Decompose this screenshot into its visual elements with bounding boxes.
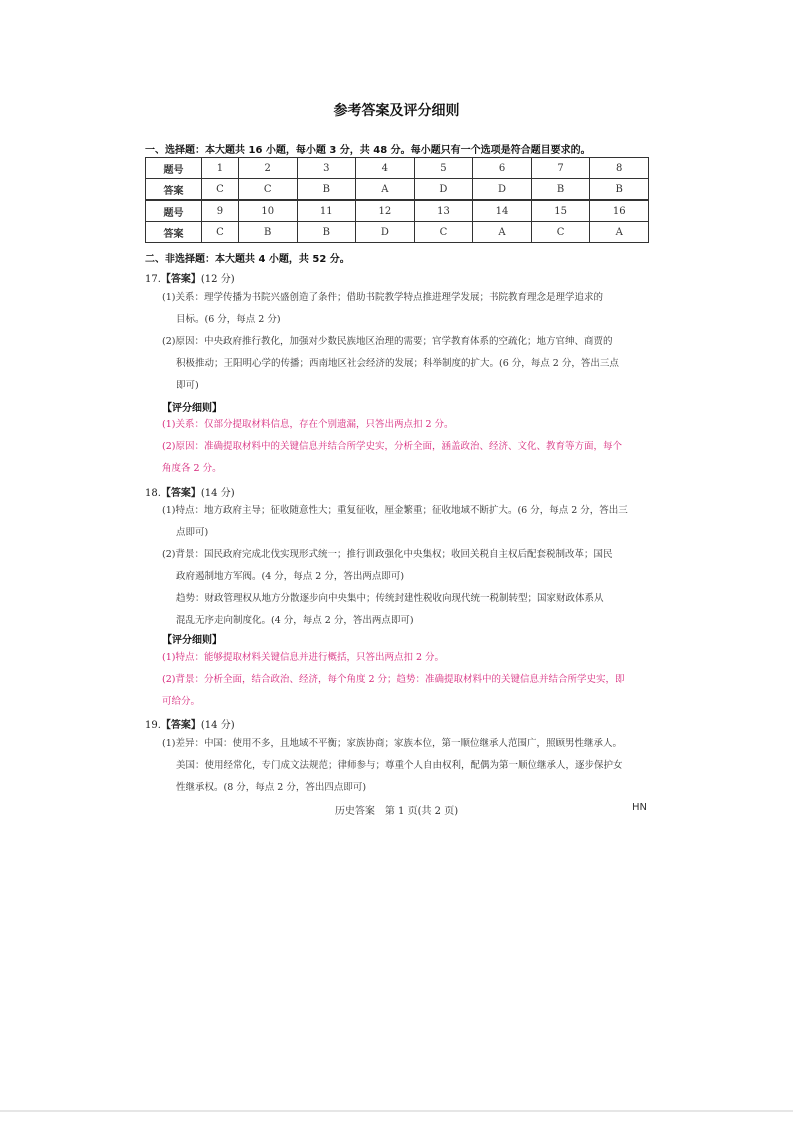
answer-cell: A <box>473 222 532 243</box>
answer-line: 趋势：财政管理权从地方分散逐步向中央集中；传统封建性税收向现代统一税制转型；国家财政体系从 <box>176 593 604 604</box>
page-number: 历史答案 第 1 页(共 2 页) <box>334 806 459 817</box>
question-score: (14 分) <box>200 488 235 499</box>
question-number: 3 <box>297 158 356 179</box>
scan-edge-divider <box>0 1110 793 1112</box>
answer-line: (1)差异：中国：使用不多，且地域不平衡；家族协商；家族本位，第一顺位继承人范围广，照顾男性继承人。 <box>162 738 622 749</box>
answer-tag: 【答案】 <box>160 274 201 285</box>
answer-line: (2)原因：中央政府推行教化，加强对少数民族地区治理的需要；官学教育体系的空疏化；地方官绅、商贾的 <box>162 336 613 347</box>
row-label-number: 题号 <box>146 158 202 179</box>
scoring-line: 角度各 2 分。 <box>162 463 222 474</box>
question-number: 8 <box>590 158 649 179</box>
row-label-number: 题号 <box>146 200 202 222</box>
scoring-line: 可给分。 <box>162 696 201 707</box>
answer-cell: D <box>356 222 415 243</box>
row-label-answer: 答案 <box>146 222 202 243</box>
question-number: 11 <box>297 200 356 222</box>
answer-cell: C <box>531 222 590 243</box>
question-number: 9 <box>202 200 239 222</box>
question-18-scoring <box>162 647 650 713</box>
answer-cell: B <box>531 179 590 201</box>
answer-line: (1)关系：理学传播为书院兴盛创造了条件；借助书院教学特点推进理学发展；书院教育理念是理学追求的 <box>162 292 603 303</box>
question-number: 16 <box>590 200 649 222</box>
answer-tag: 【答案】 <box>160 488 201 499</box>
answer-line: (2)背景：国民政府完成北伐实现形式统一；推行训政强化中央集权；收回关税自主权后配套税制改革；国民 <box>162 549 613 560</box>
question-number: 4 <box>356 158 415 179</box>
question-number: 14 <box>473 200 532 222</box>
table-row <box>146 179 649 201</box>
answer-line: 积极推动；王阳明心学的传播；西南地区社会经济的发展；科举制度的扩大。(6 分，每点 2 分，答出三点 <box>176 358 619 369</box>
answer-cell: D <box>473 179 532 201</box>
answer-table <box>145 157 649 243</box>
question-number: 5 <box>414 158 473 179</box>
answer-cell: C <box>202 222 239 243</box>
answer-cell: B <box>297 179 356 201</box>
answer-line: 政府遏制地方军阀。(4 分，每点 2 分，答出两点即可) <box>176 571 405 582</box>
region-code: HN <box>632 802 647 813</box>
question-17-answer <box>162 287 650 397</box>
answer-tag: 【答案】 <box>160 720 201 731</box>
question-score: (12 分) <box>200 274 235 285</box>
question-number: 18. <box>145 488 161 499</box>
row-label-answer: 答案 <box>146 179 202 201</box>
question-number: 10 <box>238 200 297 222</box>
question-18-header <box>145 484 235 499</box>
question-number: 15 <box>531 200 590 222</box>
question-18-answer <box>162 500 650 632</box>
scoring-line: (1)关系：仅部分提取材料信息，存在个别遗漏，只答出两点扣 2 分。 <box>162 419 454 430</box>
question-score: (14 分) <box>200 720 235 731</box>
table-row <box>146 158 649 179</box>
section-1-header: 一、选择题：本大题共 16 小题，每小题 3 分，共 48 分。每小题只有一个选项是符合题目要求的。 <box>145 145 591 156</box>
answer-cell: D <box>414 179 473 201</box>
question-number: 2 <box>238 158 297 179</box>
answer-line: 点即可) <box>176 527 209 538</box>
answer-cell: B <box>297 222 356 243</box>
answer-cell: A <box>590 222 649 243</box>
scoring-line: (1)特点：能够提取材料关键信息并进行概括，只答出两点扣 2 分。 <box>162 652 445 663</box>
answer-line: 即可) <box>176 380 199 391</box>
answer-cell: B <box>238 222 297 243</box>
question-number: 6 <box>473 158 532 179</box>
answer-cell: C <box>238 179 297 201</box>
question-number: 19. <box>145 720 161 731</box>
table-row <box>146 200 649 222</box>
question-number: 7 <box>531 158 590 179</box>
scoring-rules-heading: 【评分细则】 <box>162 403 222 414</box>
answer-cell: C <box>202 179 239 201</box>
question-number: 1 <box>202 158 239 179</box>
question-number: 17. <box>145 274 161 285</box>
answer-line: 混乱无序走向制度化。(4 分，每点 2 分，答出两点即可) <box>176 615 414 626</box>
answer-line: 美国：使用经常化，专门成文法规范；律师参与；尊重个人自由权利，配偶为第一顺位继承人，逐步保护女 <box>176 760 623 771</box>
answer-cell: C <box>414 222 473 243</box>
answer-line: 目标。(6 分，每点 2 分) <box>176 314 281 325</box>
scoring-line: (2)原因：准确提取材料中的关键信息并结合所学史实，分析全面，涵盖政治、经济、文化、教育等方面，每个 <box>162 441 622 452</box>
question-17-scoring <box>162 414 650 480</box>
question-17-header <box>145 270 235 285</box>
question-19-header <box>145 716 235 731</box>
table-row <box>146 222 649 243</box>
section-2-header: 二、非选择题：本大题共 4 小题，共 52 分。 <box>145 254 350 265</box>
page-title: 参考答案及评分细则 <box>333 103 460 119</box>
answer-line: (1)特点：地方政府主导；征收随意性大；重复征收，厘金繁重；征收地域不断扩大。(6 分，每点 2 分，答出三 <box>162 505 628 516</box>
scoring-rules-heading: 【评分细则】 <box>162 635 222 646</box>
question-number: 12 <box>356 200 415 222</box>
answer-cell: A <box>356 179 415 201</box>
answer-cell: B <box>590 179 649 201</box>
scoring-line: (2)背景：分析全面，结合政治、经济，每个角度 2 分；趋势：准确提取材料中的关键信息并结合所学史实，即 <box>162 674 625 685</box>
question-number: 13 <box>414 200 473 222</box>
answer-line: 性继承权。(8 分，每点 2 分，答出四点即可) <box>176 782 367 793</box>
question-19-answer <box>162 733 650 799</box>
